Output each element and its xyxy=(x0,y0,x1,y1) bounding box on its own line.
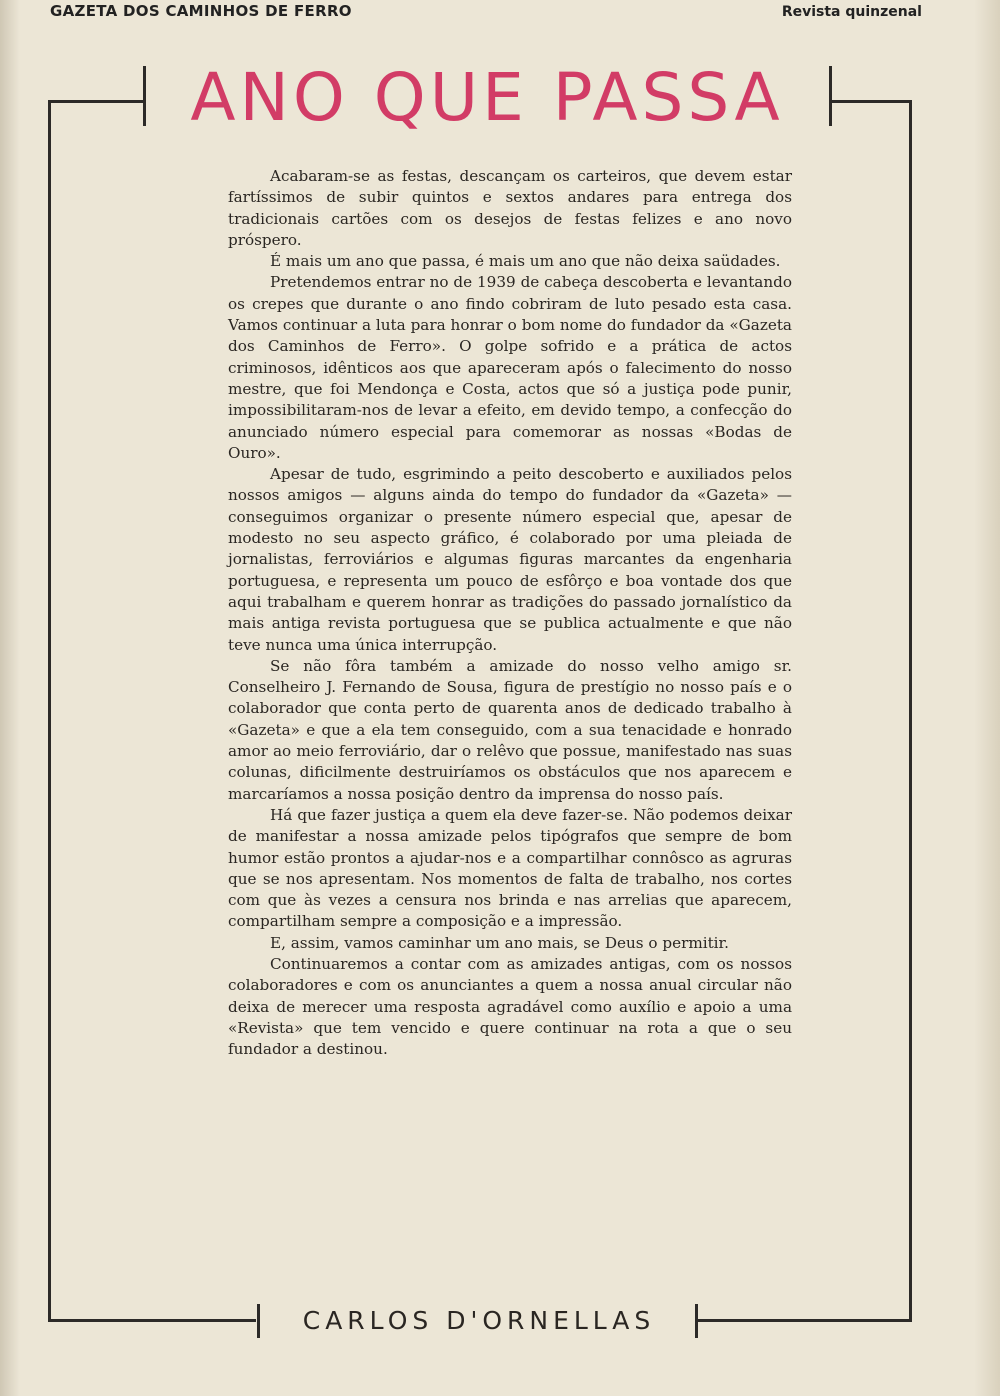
author-signature: CARLOS D'ORNELLAS xyxy=(302,1306,656,1335)
publication-name: GAZETA DOS CAMINHOS DE FERRO xyxy=(50,2,352,20)
frame-title-tick-left xyxy=(143,66,146,126)
frame-top-right xyxy=(830,100,912,103)
article-paragraph: Pretendemos entrar no de 1939 de cabeça descoberta e levantando os crepes que durante o ano findo cobriram de luto pesado esta casa. Vamos continuar a luta para honrar o bom nome do fundador da «Gazeta dos Caminhos de Ferro». O golpe sofrido e a prática de actos criminosos, idênticos aos que apareceram após o falecimento do nosso mestre, que foi Mendonça e Costa, actos que só a justiça pode punir, impossibilitaram-nos de levar a efeito, em devido tempo, a confecção do anunciado número especial para comemorar as nossas «Bodas de Ouro». xyxy=(228,273,792,462)
publication-frequency: Revista quinzenal xyxy=(781,4,922,20)
frame-left xyxy=(48,100,51,1322)
frame-bottom-left xyxy=(48,1319,256,1322)
article-body xyxy=(228,166,792,1060)
frame-signature-tick-left xyxy=(257,1304,260,1338)
article-paragraph: Acabaram-se as festas, descançam os carteiros, que devem estar fartíssimos de subir quintos e sextos andares para entrega dos tradicionais cartões com os desejos de festas felizes e ano novo próspero. xyxy=(228,167,792,249)
article-paragraph: E, assim, vamos caminhar um ano mais, se Deus o permitir. xyxy=(270,933,729,952)
frame-right xyxy=(909,100,912,1322)
paper-edge-shadow xyxy=(0,0,20,1396)
article-paragraph: Há que fazer justiça a quem ela deve fazer-se. Não podemos deixar de manifestar a nossa amizade pelos tipógrafos que sempre de bom humor estão prontos a ajudar-nos e a compartilhar connôsco as agruras que se nos apresentam. Nos momentos de falta de trabalho, nos cortes com que às vezes a censura nos brinda e nas arrelias que aparecem, compartilham sempre a composição e a impressão. xyxy=(228,805,792,931)
article-paragraph: Continuaremos a contar com as amizades antigas, com os nossos colaboradores e com os anunciantes a quem a nossa anual circular não deixa de merecer uma resposta agradável como auxílio e apoio a uma «Revista» que tem vencido e quere continuar na rota a que o seu fundador a destinou. xyxy=(228,954,792,1059)
frame-bottom-right xyxy=(696,1319,912,1322)
article-paragraph: É mais um ano que passa, é mais um ano que não deixa saüdades. xyxy=(270,252,781,271)
frame-title-tick-right xyxy=(829,66,832,126)
article-title: ANO QUE PASSA xyxy=(190,59,784,136)
paper-right-edge xyxy=(974,0,1000,1396)
frame-top-left xyxy=(48,100,144,103)
article-paragraph: Apesar de tudo, esgrimindo a peito descoberto e auxiliados pelos nossos amigos — alguns ainda do tempo do fundador da «Gazeta» — conseguimos organizar o presente número especial que, apesar de modesto no seu aspecto gráfico, é colaborado por uma pleiada de jornalistas, ferroviários e algumas figuras marcantes da engenharia portuguesa, e representa um pouco de esfôrço e boa vontade dos que aqui trabalham e querem honrar as tradições do passado jornalístico da mais antiga revista portuguesa que se publica actualmente e que não teve nunca uma única interrupção. xyxy=(228,465,792,654)
article-paragraph: Se não fôra também a amizade do nosso velho amigo sr. Conselheiro J. Fernando de Sousa, figura de prestígio no nosso país e o colaborador que conta perto de quarenta anos de dedicado trabalho à «Gazeta» e que a ela tem conseguido, com a sua tenacidade e honrado amor ao meio ferroviário, dar o relêvo que possue, manifestado nas suas colunas, dificilmente destruiríamos os obstáculos que nos aparecem e marcaríamos a nossa posição dentro da imprensa do nosso país. xyxy=(228,656,792,803)
